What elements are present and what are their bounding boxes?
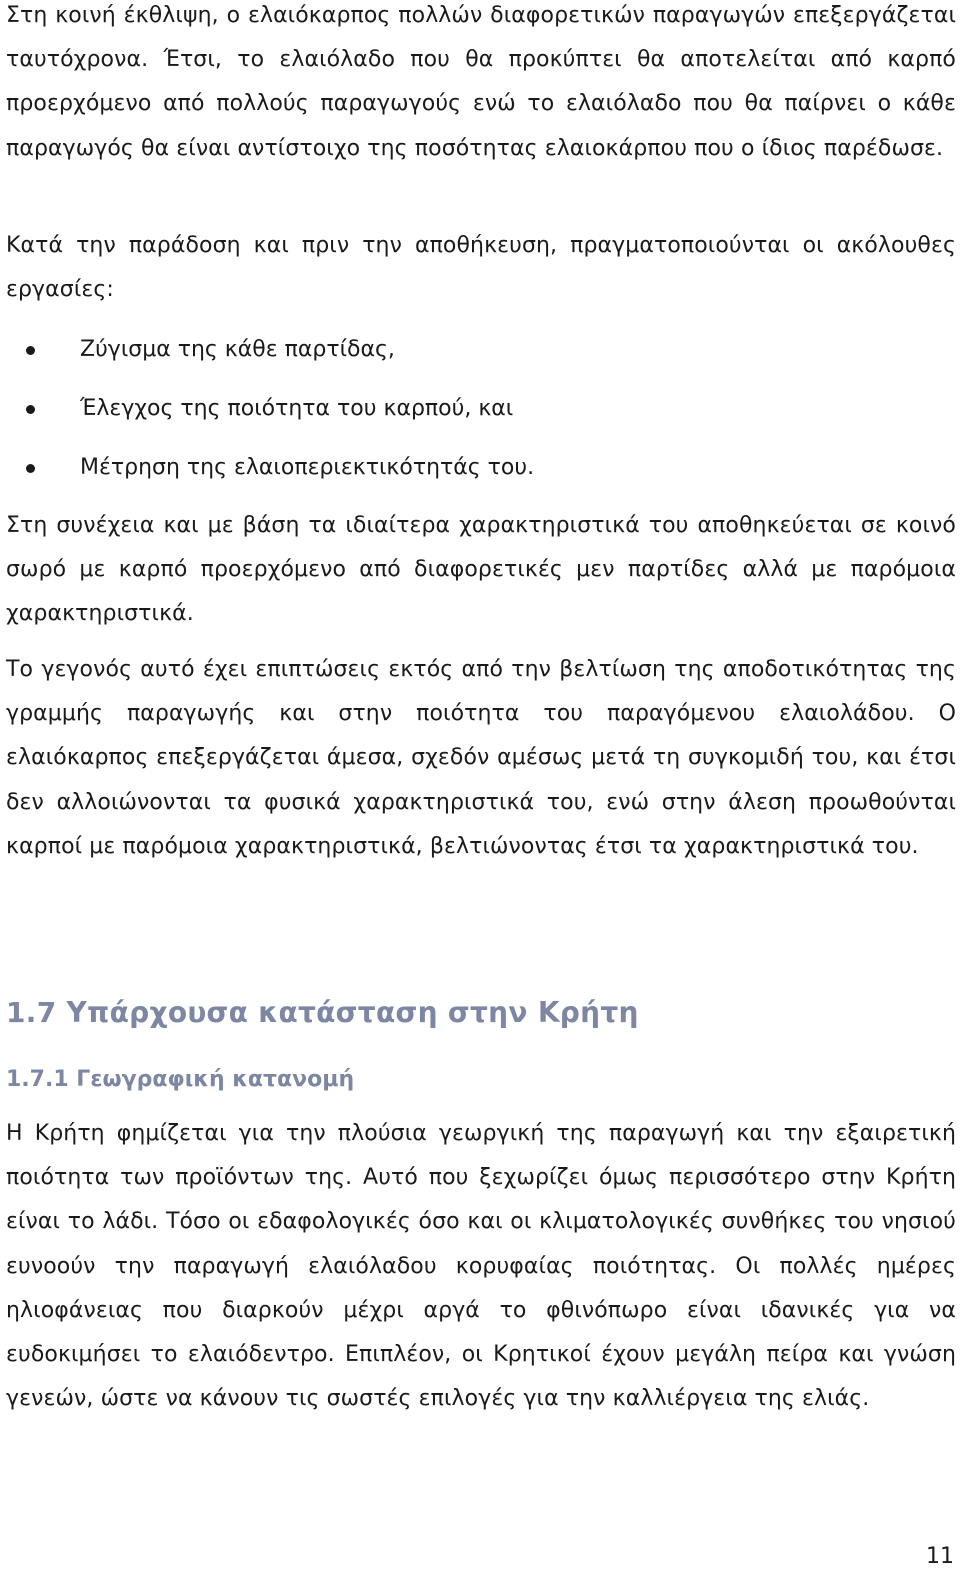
bullet-icon [26, 464, 35, 473]
paragraph-common-pressing: Στη κοινή έκθλιψη, ο ελαιόκαρπος πολλών διαφορετικών παραγωγών επεξεργάζεται ταυτόχρονα. Έτσι, το ελαιόλαδο που θα προκύπτει θα αποτελείται από καρπό προερχόμενο από πολλούς παραγωγούς ενώ το ελαιόλαδο που θα παίρνει ο κάθε παραγωγός θα είναι αντίστοιχο της ποσότητας ελαιοκάρπου που ο ίδιος παρέδωσε. [6, 3, 956, 161]
list-item-text: Έλεγχος της ποιότητα του καρπού, και [80, 396, 514, 421]
paragraph-effects: Το γεγονός αυτό έχει επιπτώσεις εκτός από την βελτίωση της αποδοτικότητας της γραμμής παραγωγής και στην ποιότητα του παραγόμενου ελαιολάδου. Ο ελαιόκαρπος επεξεργάζεται άμεσα, σχεδόν αμέσως μετά τη συγκομιδή του, και έτσι δεν αλλοιώνονται τα φυσικά χαρακτηριστικά του, ενώ στην άλεση προωθούνται καρποί με παρόμοια χαρακτηριστικά, βελτιώνοντας έτσι τα χαρακτηριστικά του. [6, 657, 956, 859]
paragraph-crete-geography: Η Κρήτη φημίζεται για την πλούσια γεωργική της παραγωγή και την εξαιρετική ποιότητα των προϊόντων της. Αυτό που ξεχωρίζει όμως περισσότερο στην Κρήτη είναι το λάδι. Τόσο οι εδαφολογικές όσο και οι κλιματολογικές συνθήκες του νησιού ευνοούν την παραγωγή ελαιόλαδου κορυφαίας ποιότητας. Οι πολλές ημέρες ηλιοφάνειας που διαρκούν μέχρι αργά το φθινόπωρο είναι ιδανικές για να ευδοκιμήσει το ελαιόδεντρο. Επιπλέον, οι Κρητικοί έχουν μεγάλη πείρα και γνώση γενεών, ώστε να κάνουν τις σωστές επιλογές για την καλλιέργεια της ελιάς. [6, 1121, 956, 1412]
list-item-text: Μέτρηση της ελαιοπεριεκτικότητάς του. [80, 455, 535, 480]
paragraph-storage: Στη συνέχεια και με βάση τα ιδιαίτερα χαρακτηριστικά του αποθηκεύεται σε κοινό σωρό με καρπό προερχόμενο από διαφορετικές μεν παρτίδες αλλά με παρόμοια χαρακτηριστικά. [6, 513, 956, 627]
paragraph-tasks-intro: Κατά την παράδοση και πριν την αποθήκευση, πραγματοποιούνται οι ακόλουθες εργασίες: [6, 233, 956, 303]
list-item [6, 328, 956, 387]
section-heading: 1.7 Υπάρχουσα κατάσταση στην Κρήτη [6, 996, 639, 1029]
bullet-icon [26, 405, 35, 414]
list-item [6, 387, 956, 446]
bullet-icon [26, 346, 35, 355]
list-item [6, 446, 956, 505]
page-number: 11 [926, 1544, 954, 1569]
tasks-bullet-list [6, 328, 956, 505]
list-item-text: Ζύγισμα της κάθε παρτίδας, [80, 337, 395, 362]
subsection-heading: 1.7.1 Γεωγραφική κατανομή [6, 1067, 355, 1092]
